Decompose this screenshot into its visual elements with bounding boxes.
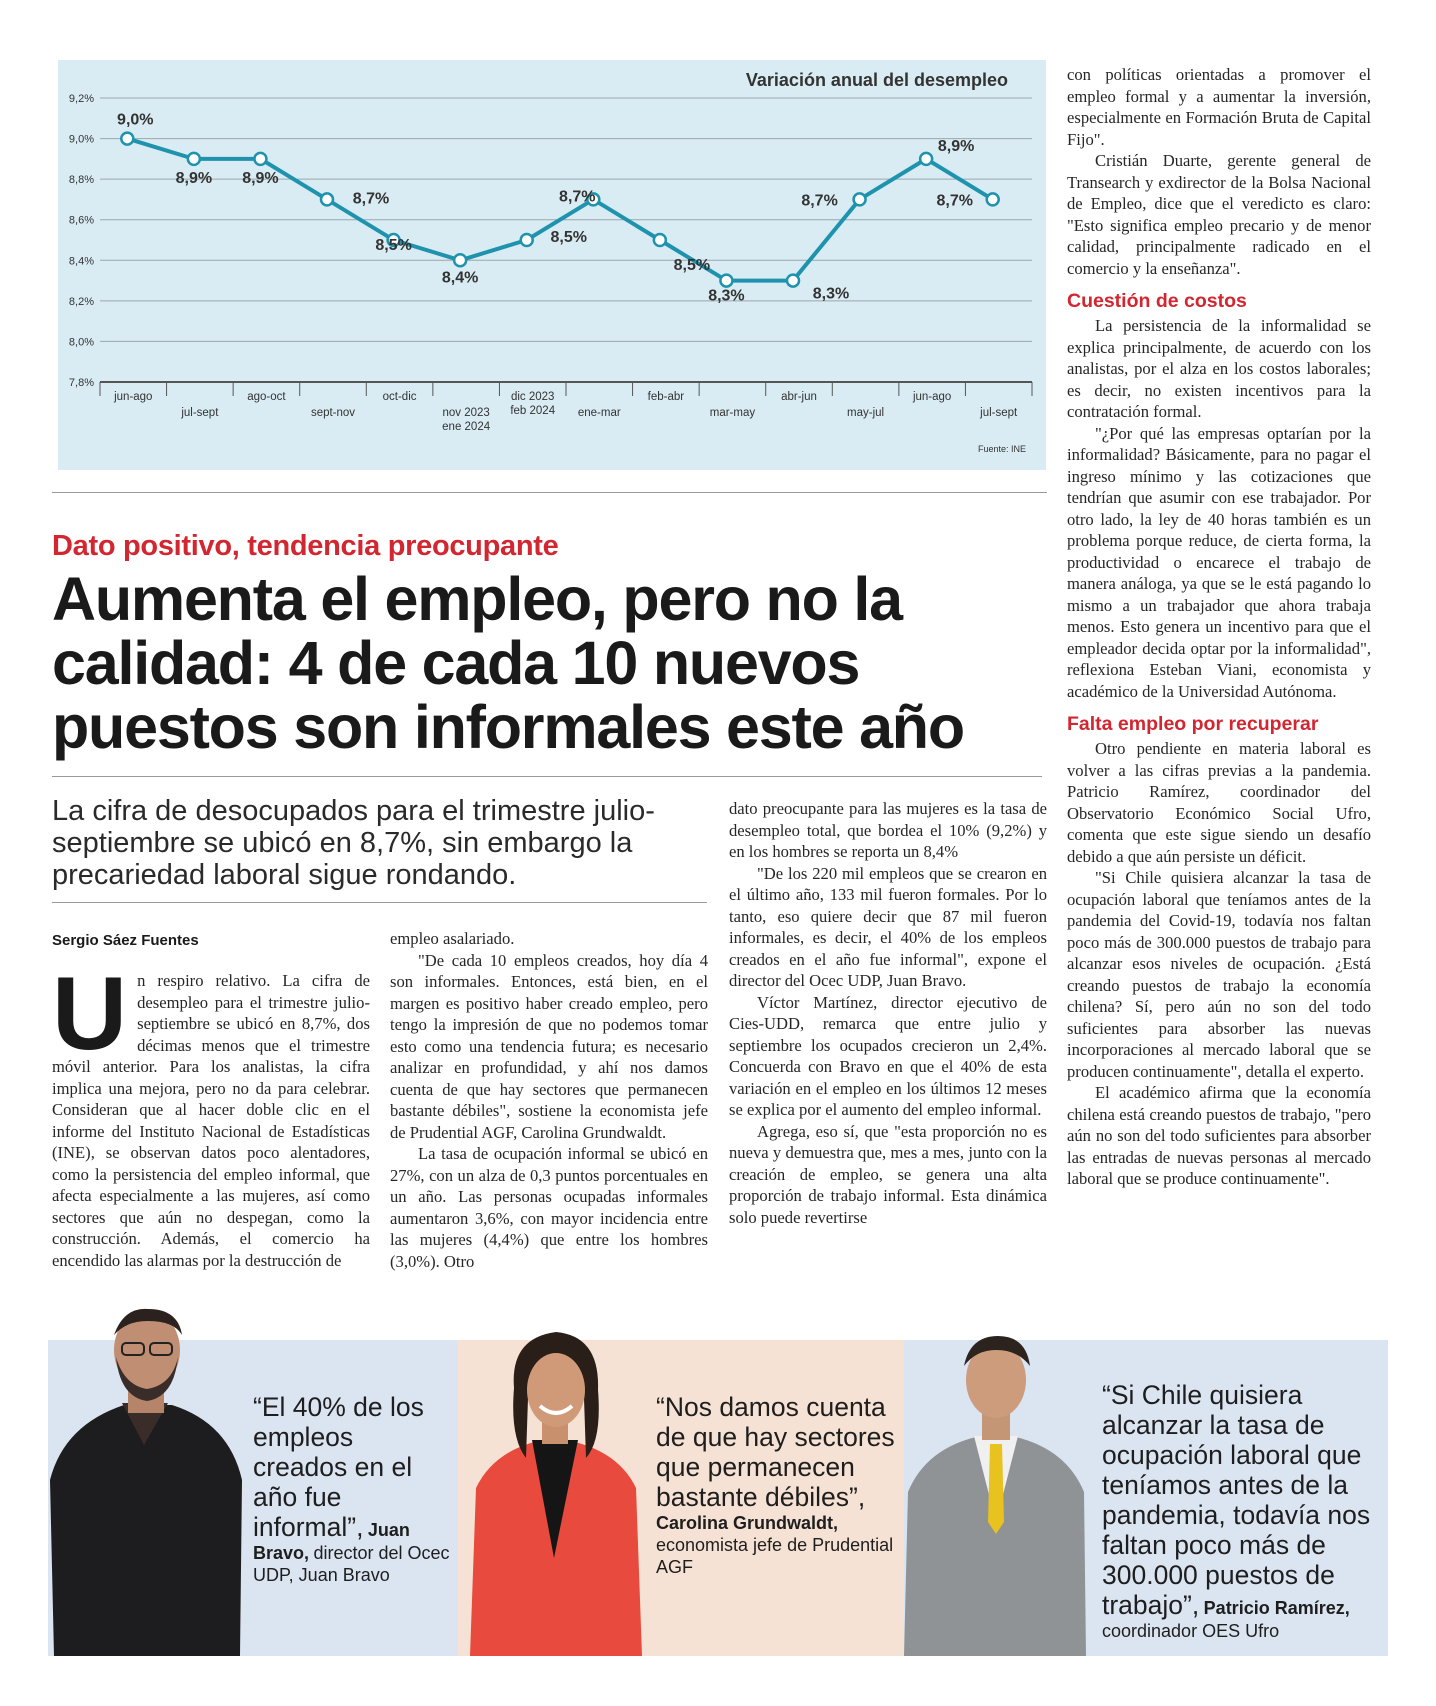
data-label: 8,9% [175, 169, 213, 187]
data-label: 8,7% [801, 192, 838, 210]
quote-text: “El 40% de los empleos creados en el año fue informal”, [253, 1392, 424, 1542]
divider-top [52, 492, 1047, 493]
paragraph: Agrega, eso sí, que "esta proporción no es nueva y demuestra que, mes a mes, junto con la creación de empleo, se genera una alta proporción de trabajo informal. Esta dinámica solo puede revertirse [729, 1121, 1047, 1227]
quote-text: “Nos damos cuenta de que hay sectores que permanecen bastante débiles”, [656, 1392, 895, 1512]
portrait-carolina-grundwaldt [466, 1328, 646, 1656]
quote-role: economista jefe de Prudential AGF [656, 1535, 894, 1577]
article-column-3 [729, 798, 1047, 1228]
data-label: 9,0% [117, 111, 154, 129]
data-label: 8,9% [242, 169, 279, 187]
data-point [720, 275, 732, 287]
data-label: 8,3% [708, 287, 745, 305]
x-tick-label: may-jul [847, 407, 885, 419]
data-point [454, 254, 466, 266]
y-tick-label: 8,8% [68, 174, 94, 187]
subhead-empleo: Falta empleo por recuperar [1067, 713, 1319, 735]
quote-ramirez [1102, 1380, 1384, 1642]
divider-headline [52, 776, 1042, 777]
x-tick-label: nov 2023 [442, 407, 490, 419]
data-point [654, 234, 666, 246]
quote-grundwaldt [656, 1392, 896, 1578]
x-tick-label: jun-ago [114, 391, 153, 403]
y-tick-label: 8,2% [68, 295, 94, 308]
chart-svg [58, 60, 1046, 470]
data-label: 8,9% [937, 137, 975, 155]
paragraph: dato preocupante para las mujeres es la tasa de desempleo total, que bordea el 10% (9,2%) y en los hombres se reporta un 8,4% [729, 799, 1047, 861]
quote-text: “Si Chile quisiera alcanzar la tasa de ocupación laboral que teníamos antes de la pandemia, todavía nos faltan poco más de 300.000 puestos de trabajo”, [1102, 1380, 1371, 1620]
data-label: 8,3% [812, 285, 850, 303]
paragraph: La tasa de ocupación informal se ubicó en 27%, con un alza de 0,3 puntos porcentuales en un año. Las personas ocupadas informales aumentaron 3,6%, con mayor incidencia entre las mujeres (4,4%) que entre los hombres (3,0%). Otro [390, 1144, 708, 1271]
x-tick-label: sept-nov [310, 407, 356, 419]
article-column-2 [390, 928, 708, 1272]
unemployment-line-chart [58, 60, 1046, 470]
portrait-juan-bravo [44, 1305, 244, 1656]
data-point [987, 193, 999, 205]
quote-author: Patricio Ramírez, [1203, 1598, 1350, 1618]
y-tick-label: 9,0% [68, 133, 94, 146]
quote-role: coordinador OES Ufro [1102, 1621, 1280, 1641]
x-tick-label: jul-sept [980, 407, 1018, 419]
y-tick-label: 7,8% [68, 377, 94, 389]
quote-author: Carolina Grundwaldt, [656, 1513, 839, 1533]
data-point [121, 133, 133, 145]
paragraph: Otro pendiente en materia laboral es volver a las cifras previas a la pandemia. Patricio Ramírez, coordinador del Observatorio Económico Social Ufro, comenta que este sigue siendo un desafío debido a que aún persiste un déficit. [1067, 739, 1371, 866]
x-tick-label: jun-ago [912, 391, 952, 403]
article-column-4 [1067, 64, 1371, 1190]
data-point [854, 193, 866, 205]
y-tick-label: 9,2% [68, 93, 94, 105]
chart-source: Fuente: INE [977, 444, 1026, 454]
data-point [787, 275, 799, 287]
divider-lead [52, 902, 707, 903]
data-label: 8,7% [352, 190, 390, 208]
quote-bravo [253, 1392, 453, 1586]
y-tick-label: 8,6% [68, 214, 94, 227]
x-tick-label: ago-oct [247, 391, 286, 403]
data-label: 8,7% [559, 188, 596, 206]
portrait-patricio-ramirez [900, 1322, 1090, 1656]
paragraph: El académico afirma que la economía chilena está creando puestos de trabajo, "pero aún no son del todo suficientes para absorber las entradas de nuevas personas al mercado laboral que se produce continuamente". [1067, 1083, 1371, 1188]
paragraph: "De cada 10 empleos creados, hoy día 4 son informales. Entonces, está bien, en el margen es positivo haber creado empleo, pero tengo la impresión de que no podemos tomar esto como una tendencia futura; es necesario analizar en profundidad, y ahí nos damos cuenta de que hay sectores que permanecen bastante débiles", sostiene la economista jefe de Prudential AGF, Carolina Grundwaldt. [390, 950, 708, 1142]
quote-role: director del Ocec UDP, Juan Bravo [253, 1543, 450, 1585]
y-tick-label: 8,0% [68, 336, 94, 349]
paragraph: "Si Chile quisiera alcanzar la tasa de ocupación laboral que teníamos antes de la pandemia del Covid-19, todavía nos faltan poco más de 300.000 puestos de trabajo para alcanzar esos niveles de ocupación. ¿Está creando puestos de trabajo la economía chilena? Sí, pero aún no son del todo suficientes para absorber las nuevas incorporaciones al mercado laboral que se producen continuamente", detalla el experto. [1067, 868, 1371, 1081]
data-label: 8,5% [375, 237, 412, 254]
paragraph: La persistencia de la informalidad se explica principalmente, de acuerdo con los analistas, por el alza en los costos laborales; es decir, no existen incentivos para la contratación formal. [1067, 316, 1371, 421]
subhead-costos: Cuestión de costos [1067, 290, 1247, 312]
article-lead: La cifra de desocupados para el trimestre julio-septiembre se ubicó en 8,7%, sin embargo la precariedad laboral sigue rondando. [52, 795, 655, 891]
paragraph: "¿Por qué las empresas optarían por la informalidad? Básicamente, para no pagar el ingreso mínimo y las cotizaciones que tendrían que asumir con ese trabajador. Por otro lado, la ley de 40 horas también es un problema porque reduce, de cierta forma, la productividad o encarece el trabajo de manera análoga, ya que se le está pagando lo mismo a un trabajador que ahora trabaja menos. Esto genera un incentivo para que el empleador decida optar por la informalidad", reflexiona Esteban Viani, economista y académico de la Universidad Autónoma. [1067, 423, 1371, 701]
data-label: 8,4% [441, 269, 479, 287]
x-tick-label: feb-abr [647, 391, 685, 403]
data-label: 8,5% [673, 257, 711, 274]
data-point [920, 153, 932, 165]
data-point [521, 234, 533, 246]
x-tick-label: mar-may [709, 407, 756, 419]
article-column-1 [52, 956, 370, 1271]
data-label: 8,5% [550, 229, 587, 246]
x-tick-label: ene 2024 [442, 421, 491, 433]
paragraph: "De los 220 mil empleos que se crearon en el último año, 133 mil fueron formales. Por lo tanto, eso quiere decir que 87 mil fueron informales, es decir, el 40% de los empleos creados en el año fue informal", expone el director del Ocec UDP, Juan Bravo. [729, 863, 1047, 990]
x-tick-label: feb 2024 [510, 405, 556, 417]
y-tick-label: 8,4% [68, 255, 94, 268]
quote-author: Juan Bravo, [253, 1520, 410, 1563]
x-tick-label: ene-mar [577, 407, 621, 419]
paragraph: con políticas orientadas a promover el empleo formal y a aumentar la inversión, especialmente en Formación Bruta de Capital Fijo". [1067, 65, 1371, 149]
paragraph: Cristián Duarte, gerente general de Transearch y exdirector de la Bolsa Nacional de Empleo, dice que el veredicto es claro: "Esto significa empleo precario y de menor calidad, principalmente radicado en el comercio y la enseñanza". [1067, 151, 1371, 278]
x-tick-label: dic 2023 [510, 391, 555, 403]
drop-cap: U [52, 956, 128, 1072]
data-point [254, 153, 266, 165]
paragraph: n respiro relativo. La cifra de desempleo para el trimestre julio-septiembre se ubicó en 8,7%, dos décimas menos que el trimestre móvil anterior. Para los analistas, la cifra implica una mejora, pero no da para celebrar. Consideran que al hacer doble clic en el informe del Instituto Nacional de Estadísticas (INE), se observan datos poco alentadores, como la persistencia del empleo informal, que afecta especialmente a las mujeres, así como sectores que aún no despegan, como la construcción. Además, el comercio ha encendido las alarmas por la destrucción de [52, 971, 370, 1270]
paragraph: empleo asalariado. [390, 929, 515, 948]
chart-title: Variación anual del desempleo [745, 70, 1008, 90]
x-tick-label: oct-dic [382, 391, 417, 403]
data-point [321, 193, 333, 205]
x-tick-label: jul-sept [181, 407, 219, 419]
paragraph: Víctor Martínez, director ejecutivo de Cies-UDD, remarca que entre julio y septiembre los ocupados crecieron un 2,4%. Concuerda con Bravo en que el 40% de esta variación en el empleo en los últimos 12 meses se explica por el aumento del empleo informal. [729, 992, 1047, 1119]
article-kicker: Dato positivo, tendencia preocupante [52, 530, 559, 562]
x-tick-label: abr-jun [781, 391, 817, 403]
article-headline: Aumenta el empleo, pero no la calidad: 4 de cada 10 nuevos puestos son informales este año [52, 565, 964, 761]
data-point [188, 153, 200, 165]
byline: Sergio Sáez Fuentes [52, 932, 199, 949]
data-label: 8,7% [936, 192, 973, 210]
